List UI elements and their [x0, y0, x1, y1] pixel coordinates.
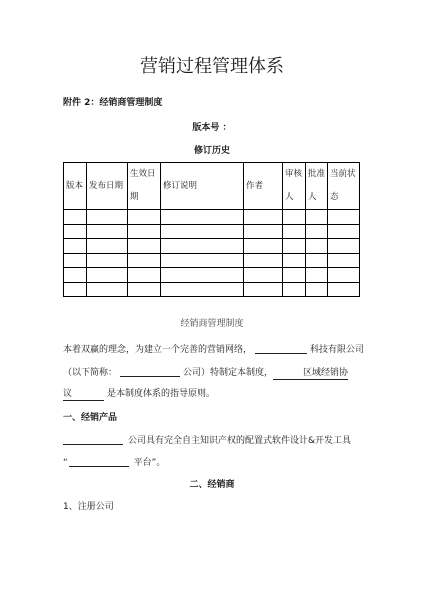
revision-cell	[306, 282, 328, 297]
revision-cell	[128, 210, 161, 225]
revision-cell	[87, 253, 128, 268]
revision-cell	[306, 224, 328, 239]
regulation-heading: 经销商管理制度	[180, 319, 244, 329]
version-label: 版本号 ：	[192, 123, 232, 133]
platform-line	[63, 456, 165, 469]
blank-company-name	[255, 343, 307, 354]
header-reviewer: 审核人	[283, 163, 306, 210]
revision-cell	[161, 239, 244, 254]
blank-short-name	[120, 366, 180, 377]
header-effective-date: 生效日期	[128, 163, 161, 210]
attachment-heading: 附件 2：经销商管理制度	[63, 98, 163, 108]
intro-line1-text: 本着双赢的理念，为建立一个完善的营销网络，	[63, 345, 253, 355]
revision-cell	[306, 210, 328, 225]
revision-row	[64, 253, 360, 268]
revision-cell	[306, 239, 328, 254]
section2-item-1: 1、注册公司	[63, 502, 114, 512]
intro-line3-underlined: 议	[63, 388, 104, 401]
revision-cell	[328, 210, 360, 225]
revision-cell	[244, 268, 283, 283]
intro-line2-middle: 公司）特制定本制度，	[183, 368, 274, 378]
revision-cell	[244, 239, 283, 254]
header-current-status: 当前状态	[328, 163, 360, 210]
revision-cell	[328, 239, 360, 254]
platform-open-quote: “	[63, 458, 68, 468]
revision-cell	[64, 210, 87, 225]
product-line	[63, 434, 351, 447]
revision-cell	[328, 282, 360, 297]
revision-header-row	[64, 163, 360, 210]
platform-suffix: 平台”。	[133, 458, 166, 468]
header-release-date: 发布日期	[87, 163, 128, 210]
revision-history-table	[63, 162, 360, 297]
header-approver: 批准人	[306, 163, 328, 210]
revision-cell	[87, 282, 128, 297]
revision-cell	[128, 268, 161, 283]
revision-cell	[87, 224, 128, 239]
document-title: 营销过程管理体系	[140, 56, 284, 77]
revision-cell	[64, 239, 87, 254]
revision-cell	[87, 210, 128, 225]
revision-cell	[161, 282, 244, 297]
revision-cell	[161, 210, 244, 225]
revision-row	[64, 268, 360, 283]
revision-cell	[64, 282, 87, 297]
revision-cell	[161, 224, 244, 239]
revision-row	[64, 239, 360, 254]
revision-row	[64, 282, 360, 297]
revision-cell	[128, 239, 161, 254]
blank-product-company	[63, 434, 123, 445]
revision-cell	[128, 282, 161, 297]
intro-line2-underlined: 区域经销协	[273, 367, 348, 380]
revision-row	[64, 210, 360, 225]
blank-platform-name	[69, 456, 129, 467]
intro-line1-suffix: 科技有限公司	[310, 345, 365, 355]
revision-table-body	[64, 210, 360, 297]
intro-line3-suffix: 是本制度体系的指导原则。	[107, 389, 216, 399]
product-line-text: 公司具有完全自主知识产权的配置式软件设计&开发工具	[128, 436, 352, 446]
revision-cell	[306, 268, 328, 283]
revision-cell	[283, 224, 306, 239]
revision-cell	[64, 268, 87, 283]
section2-heading: 二、经销商	[189, 480, 235, 490]
revision-cell	[283, 253, 306, 268]
revision-row	[64, 224, 360, 239]
revision-cell	[244, 224, 283, 239]
revision-cell	[328, 268, 360, 283]
revision-cell	[244, 253, 283, 268]
revision-cell	[328, 253, 360, 268]
intro-line-3	[63, 388, 215, 401]
header-revision-notes: 修订说明	[161, 163, 244, 210]
revision-cell	[161, 268, 244, 283]
intro-line-1	[63, 343, 364, 356]
revision-cell	[64, 224, 87, 239]
section1-heading: 一、经销产品	[63, 413, 118, 423]
revision-history-title: 修订历史	[193, 146, 230, 156]
revision-cell	[161, 253, 244, 268]
revision-cell	[306, 253, 328, 268]
header-version: 版本	[64, 163, 87, 210]
revision-cell	[328, 224, 360, 239]
revision-cell	[87, 239, 128, 254]
revision-cell	[283, 210, 306, 225]
revision-cell	[283, 268, 306, 283]
revision-cell	[283, 282, 306, 297]
intro-line2-prefix: （以下简称：	[63, 368, 118, 378]
intro-line-2	[63, 366, 348, 380]
revision-cell	[283, 239, 306, 254]
revision-cell	[64, 253, 87, 268]
header-author: 作者	[244, 163, 283, 210]
revision-cell	[87, 268, 128, 283]
revision-cell	[244, 210, 283, 225]
revision-cell	[128, 224, 161, 239]
revision-cell	[244, 282, 283, 297]
revision-cell	[128, 253, 161, 268]
